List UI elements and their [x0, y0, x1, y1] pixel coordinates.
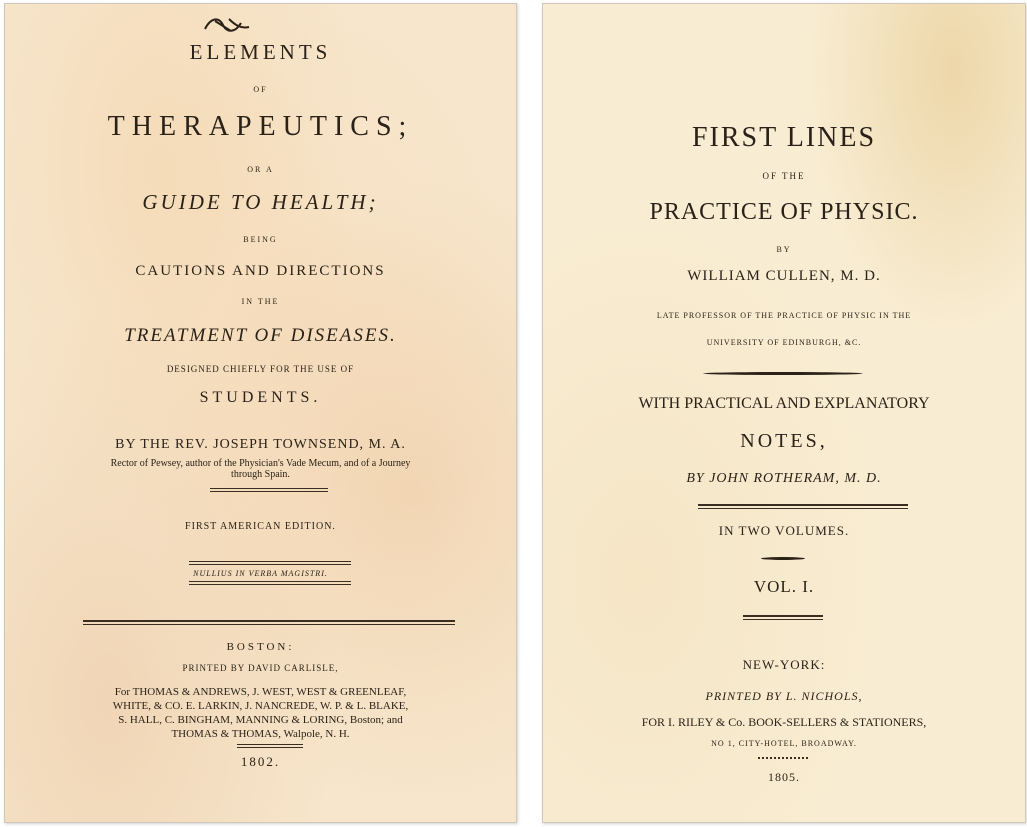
left-sellers-line-1: For THOMAS & ANDREWS, J. WEST, WEST & GREENLEAF, [114, 686, 407, 698]
left-sellers-line-4: THOMAS & THOMAS, Walpole, N. H. [171, 728, 350, 740]
right-volumes-line: IN TWO VOLUMES. [718, 523, 850, 538]
left-edition-line: FIRST AMERICAN EDITION. [185, 521, 336, 532]
right-notes-line: NOTES, [740, 430, 828, 452]
left-treatment-line: TREATMENT OF DISEASES. [124, 325, 397, 346]
right-with-notes-line: WITH PRACTICAL AND EXPLANATORY [638, 395, 930, 412]
left-motto-line: NULLIUS IN VERBA MAGISTRI. [193, 569, 328, 578]
right-divider-3 [761, 557, 805, 560]
left-sellers-line-2: WHITE, & CO. E. LARKIN, J. NANCREDE, W. P. & L. BLAKE, [112, 700, 409, 712]
left-city-line: BOSTON: [226, 641, 295, 653]
left-of-text: OF [253, 85, 268, 94]
right-year: 1805. [768, 770, 800, 784]
right-divider-1 [703, 372, 863, 375]
right-by-text: BY [776, 245, 792, 254]
right-address-line: NO 1, CITY-HOTEL, BROADWAY. [711, 739, 857, 748]
right-printed-by-line: PRINTED BY L. NICHOLS, [705, 689, 863, 703]
left-title-page [4, 3, 517, 823]
right-dotted-divider [758, 757, 808, 759]
right-late-professor: LATE PROFESSOR OF THE PRACTICE OF PHYSIC IN THE [656, 311, 912, 320]
right-divider-2 [698, 504, 908, 509]
left-designed-line: DESIGNED CHIEFLY FOR THE USE OF [166, 364, 355, 374]
left-students-line: STUDENTS. [199, 389, 322, 406]
right-of-the-text: OF THE [762, 171, 806, 181]
right-title-practice: PRACTICE OF PHYSIC. [649, 199, 919, 225]
left-major-divider [83, 620, 455, 625]
left-motto-rule-bottom [189, 581, 351, 585]
left-title-therapeutics: THERAPEUTICS; [107, 111, 414, 142]
right-author-cullen: WILLIAM CULLEN, M. D. [687, 268, 881, 284]
left-divider-1 [210, 488, 328, 492]
right-for-riley-line: FOR I. RILEY & Co. BOOK-SELLERS & STATIONERS, [641, 715, 927, 729]
library-stamp-mark [201, 15, 253, 37]
left-in-the-text: IN THE [241, 297, 280, 306]
left-printed-by-line: PRINTED BY DAVID CARLISLE, [182, 663, 339, 673]
right-title-first-lines: FIRST LINES [691, 122, 877, 153]
right-divider-4 [743, 615, 823, 620]
left-rector-line-2: through Spain. [231, 469, 290, 480]
left-title-elements: ELEMENTS [189, 40, 332, 64]
left-author-line: BY THE REV. JOSEPH TOWNSEND, M. A. [115, 437, 406, 452]
right-city-line: NEW-YORK: [742, 657, 826, 672]
right-by-rotheram: BY JOHN ROTHERAM, M. D. [686, 471, 882, 486]
left-rector-line: Rector of Pewsey, author of the Physician's Vade Mecum, and of a Journey [110, 458, 411, 469]
left-year-rule [237, 744, 303, 748]
left-being-text: BEING [243, 235, 278, 244]
left-subtitle-guide: GUIDE TO HEALTH; [142, 190, 379, 214]
right-title-page [542, 3, 1026, 823]
left-or-a-text: OR A [247, 165, 274, 174]
left-sellers-line-3: S. HALL, C. BINGHAM, MANNING & LORING, Boston; and [118, 714, 403, 726]
right-university-line: UNIVERSITY OF EDINBURGH, &C. [706, 338, 862, 347]
right-vol-line: VOL. I. [753, 577, 815, 596]
left-year: 1802. [240, 754, 281, 769]
left-motto-rule-top [189, 561, 351, 565]
left-cautions-line: CAUTIONS AND DIRECTIONS [135, 263, 386, 279]
